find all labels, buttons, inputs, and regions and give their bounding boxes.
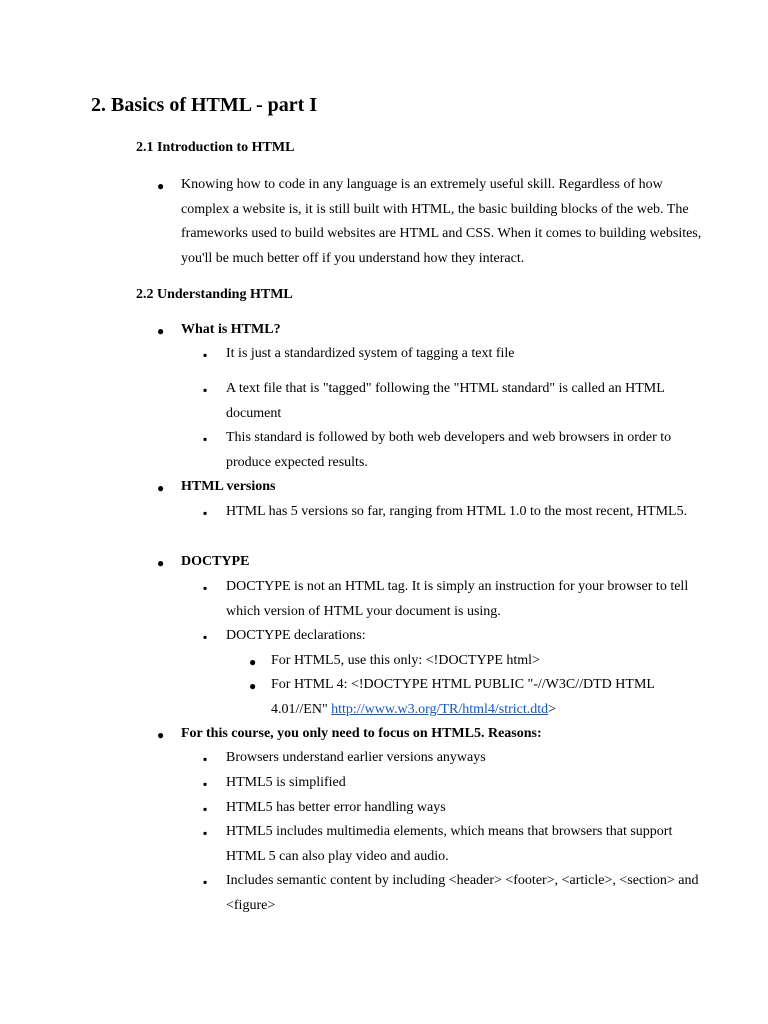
- html-versions-label: HTML versions: [181, 479, 276, 494]
- bullet-icon: ●: [157, 179, 165, 193]
- bullet-icon: ●: [157, 728, 165, 742]
- page-title: 2. Basics of HTML - part I: [91, 94, 318, 116]
- w3c-dtd-link[interactable]: http://www.w3.org/TR/html4/strict.dtd: [331, 701, 549, 717]
- square-bullet-icon: ▪: [203, 630, 208, 644]
- square-bullet-icon: ▪: [203, 348, 208, 362]
- list-item: A text file that is "tagged" following the "HTML standard" is called an HTML document: [226, 381, 665, 421]
- square-bullet-icon: ▪: [203, 875, 208, 889]
- course-reasons-label: For this course, you only need to focus on HTML5. Reasons:: [181, 726, 542, 741]
- list-item: DOCTYPE is not an HTML tag. It is simply an instruction for your browser to tell which version of HTML your document is using.: [226, 579, 689, 619]
- square-bullet-icon: ▪: [203, 581, 208, 595]
- square-bullet-icon: ▪: [203, 383, 208, 397]
- section-heading-intro: 2.1 Introduction to HTML: [136, 140, 295, 155]
- square-bullet-icon: ▪: [203, 777, 208, 791]
- list-item: Browsers understand earlier versions anyways: [226, 750, 486, 765]
- doctype-suffix: >: [548, 701, 557, 717]
- doctype-html4-text: For HTML 4: <!DOCTYPE HTML PUBLIC "-//W3C//DTD HTML 4.01//EN": [271, 677, 655, 717]
- square-bullet-icon: ▪: [203, 752, 208, 766]
- list-item: HTML has 5 versions so far, ranging from HTML 1.0 to the most recent, HTML5.: [226, 504, 688, 519]
- section-heading-understanding: 2.2 Understanding HTML: [136, 287, 293, 302]
- list-item: HTML5 is simplified: [226, 775, 346, 790]
- square-bullet-icon: ▪: [203, 506, 208, 520]
- intro-paragraph: Knowing how to code in any language is an extremely useful skill. Regardless of how complex a website is, it is still built with HTML, the basic building blocks of the web. The frameworks used to build websites are HTML and CSS. When it comes to building websites, you'll be much better off if you understand how they interact.: [181, 177, 702, 266]
- list-item: This standard is followed by both web developers and web browsers in order to produce expected results.: [226, 430, 672, 470]
- list-item: Includes semantic content by including <header> <footer>, <article>, <section> and <figure>: [226, 873, 699, 913]
- what-is-html-label: What is HTML?: [181, 322, 281, 337]
- list-item: [271, 673, 671, 722]
- list-item: For HTML5, use this only: <!DOCTYPE html>: [271, 653, 540, 668]
- square-bullet-icon: ▪: [203, 802, 208, 816]
- bullet-icon: ●: [157, 481, 165, 495]
- list-item: DOCTYPE declarations:: [226, 628, 366, 643]
- list-item: It is just a standardized system of tagging a text file: [226, 346, 515, 361]
- bullet-icon: ●: [249, 679, 257, 693]
- list-item: HTML5 has better error handling ways: [226, 800, 446, 815]
- bullet-icon: ●: [157, 324, 165, 338]
- square-bullet-icon: ▪: [203, 826, 208, 840]
- list-item: HTML5 includes multimedia elements, which means that browsers that support HTML 5 can also play video and audio.: [226, 824, 673, 864]
- bullet-icon: ●: [249, 655, 257, 669]
- bullet-icon: ●: [157, 556, 165, 570]
- doctype-label: DOCTYPE: [181, 554, 250, 569]
- square-bullet-icon: ▪: [203, 432, 208, 446]
